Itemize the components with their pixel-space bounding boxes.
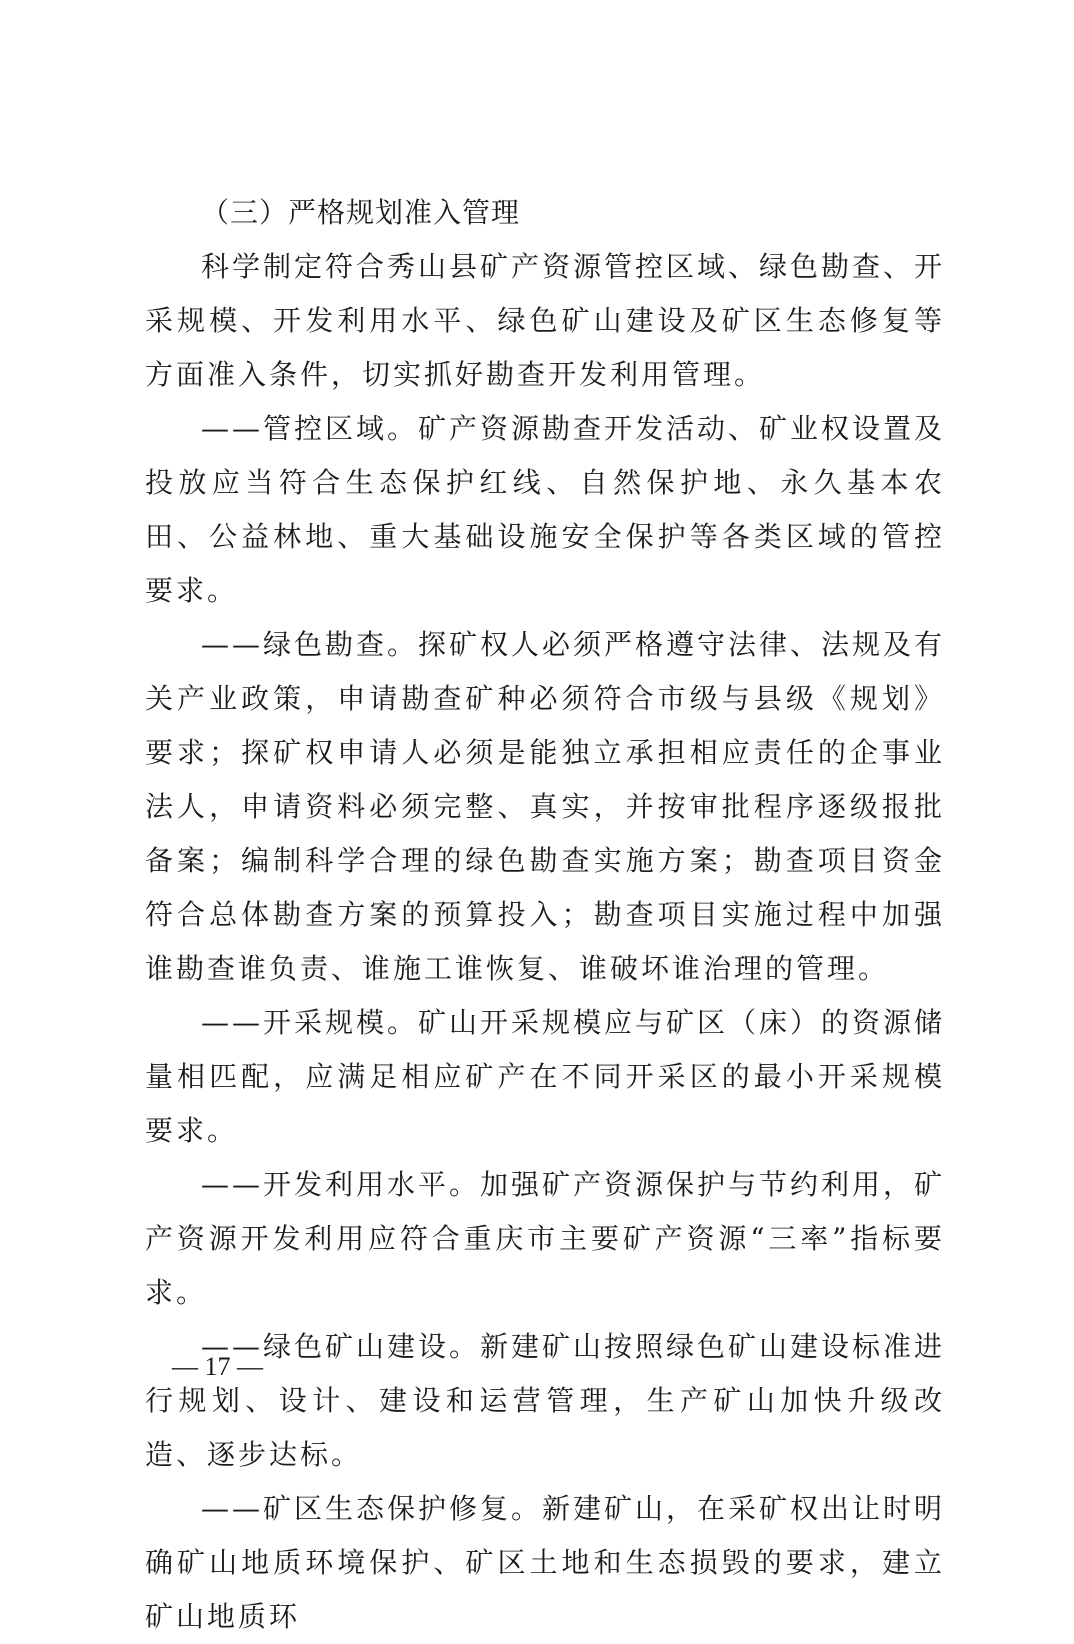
paragraph-ecological-restoration: ——矿区生态保护修复。新建矿山，在采矿权出让时明确矿山地质环境保护、矿区土地和生态损毁的要求，建立矿山地质环 — [145, 1492, 946, 1633]
paragraph-green-exploration: ——绿色勘查。探矿权人必须严格遵守法律、法规及有关产业政策，申请勘查矿种必须符合市级与县级《规划》要求；探矿权申请人必须是能独立承担相应责任的企事业法人，申请资料必须完整、真实，并按审批程序逐级报批备案；编制科学合理的绿色勘查实施方案；勘查项目资金符合总体勘查方案的预算投入；勘查项目实施过程中加强谁勘查谁负责、谁施工谁恢复、谁破坏谁治理的管理。 — [145, 628, 946, 985]
paragraph-mining-scale: ——开采规模。矿山开采规模应与矿区（床）的资源储量相匹配，应满足相应矿产在不同开采区的最小开采规模要求。 — [145, 1006, 946, 1147]
paragraph-intro: 科学制定符合秀山县矿产资源管控区域、绿色勘查、开采规模、开发利用水平、绿色矿山建设及矿区生态修复等方面准入条件，切实抓好勘查开发利用管理。 — [145, 250, 946, 391]
paragraph-green-mine: ——绿色矿山建设。新建矿山按照绿色矿山建设标准进行规划、设计、建设和运营管理，生产矿山加快升级改造、逐步达标。 — [145, 1330, 946, 1471]
document-body — [145, 186, 945, 1644]
paragraph-utilization-level: ——开发利用水平。加强矿产资源保护与节约利用，矿产资源开发利用应符合重庆市主要矿产资源“三率”指标要求。 — [145, 1168, 946, 1309]
section-heading: （三）严格规划准入管理 — [201, 196, 521, 229]
paragraph-control-area: ——管控区域。矿产资源勘查开发活动、矿业权设置及投放应当符合生态保护红线、自然保护地、永久基本农田、公益林地、重大基础设施安全保护等各类区域的管控要求。 — [145, 412, 946, 607]
page-number: — 17 — — [172, 1352, 263, 1381]
